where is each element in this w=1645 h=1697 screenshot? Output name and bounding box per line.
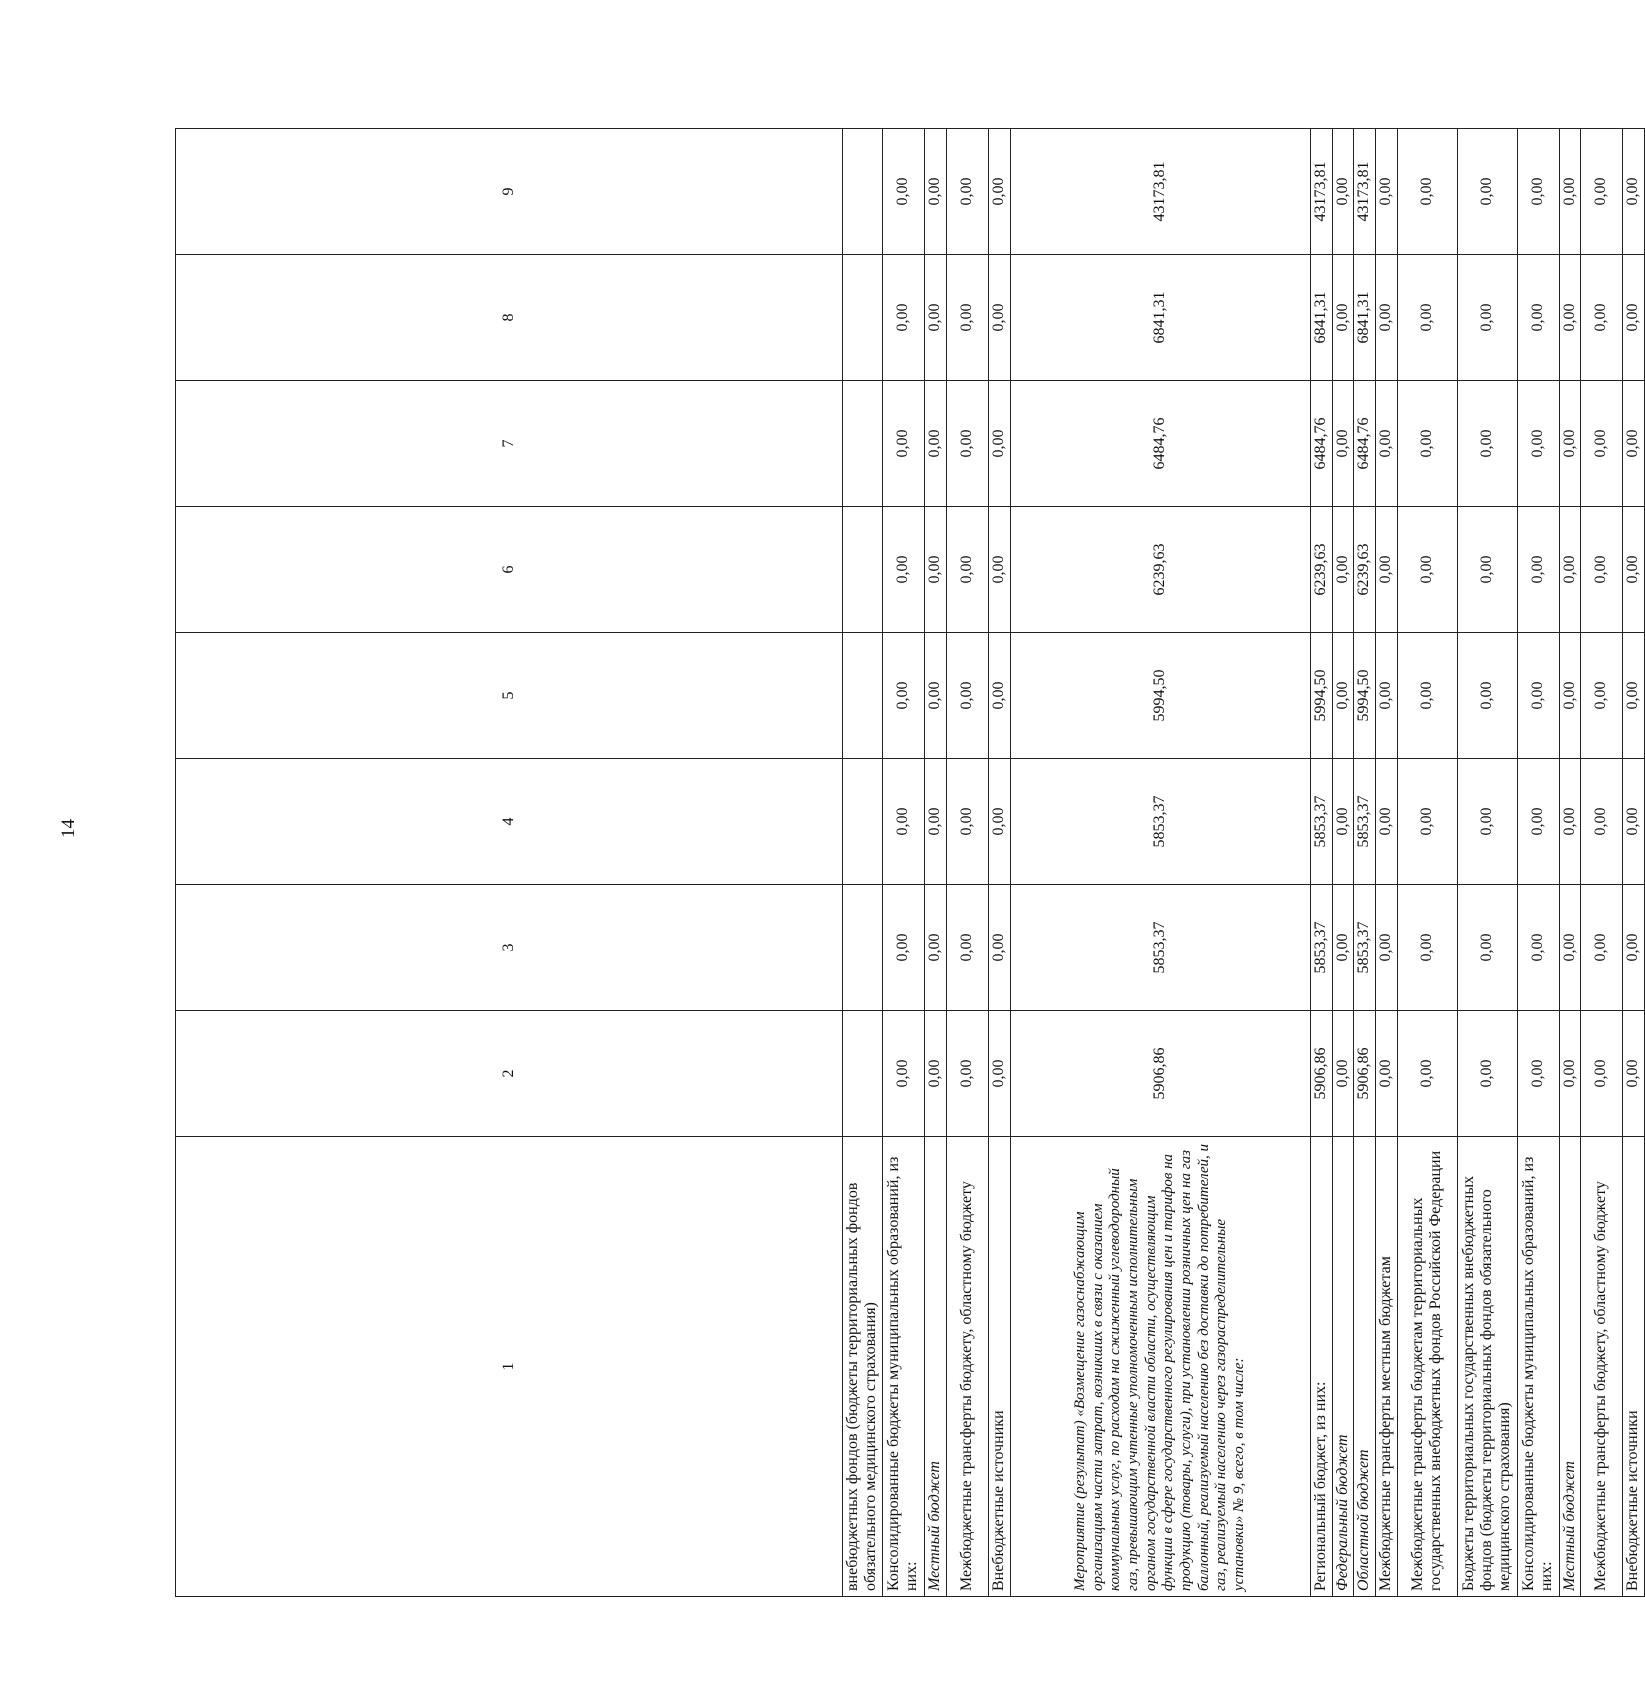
- row-value: 0,00: [988, 1011, 1010, 1137]
- table-row: [1354, 129, 1375, 1597]
- row-value: 5853,37: [1010, 885, 1310, 1011]
- row-value: 0,00: [1581, 255, 1623, 381]
- row-value: 0,00: [1623, 759, 1645, 885]
- row-value: 0,00: [1559, 1011, 1580, 1137]
- row-value: 0,00: [1332, 633, 1353, 759]
- row-value: 0,00: [1397, 1011, 1457, 1137]
- row-label: Областной бюджет: [1354, 1137, 1375, 1597]
- column-header: 1: [176, 1137, 843, 1597]
- header-row: [176, 129, 843, 1597]
- row-value: 0,00: [1375, 885, 1397, 1011]
- row-value: 0,00: [1457, 885, 1517, 1011]
- row-value: 0,00: [1375, 381, 1397, 507]
- row-value: 0,00: [1457, 633, 1517, 759]
- row-value: 0,00: [1457, 1011, 1517, 1137]
- row-value: 6841,31: [1310, 255, 1332, 381]
- row-value: 0,00: [1517, 507, 1559, 633]
- row-value: 0,00: [924, 633, 946, 759]
- row-value: 0,00: [924, 885, 946, 1011]
- row-value: 5853,37: [1354, 885, 1375, 1011]
- row-value: [842, 885, 882, 1011]
- row-value: 6239,63: [1010, 507, 1310, 633]
- row-label: Консолидированные бюджеты муниципальных образований, из них:: [882, 1137, 924, 1597]
- row-value: 0,00: [1559, 507, 1580, 633]
- row-value: 0,00: [946, 885, 988, 1011]
- row-value: 0,00: [1397, 633, 1457, 759]
- column-header: 6: [176, 507, 843, 633]
- row-value: 0,00: [1397, 507, 1457, 633]
- row-value: 5994,50: [1310, 633, 1332, 759]
- row-value: 6484,76: [1354, 381, 1375, 507]
- row-value: 5994,50: [1354, 633, 1375, 759]
- row-value: 0,00: [1332, 129, 1353, 255]
- row-value: 0,00: [1581, 381, 1623, 507]
- row-label: Внебюджетные источники: [988, 1137, 1010, 1597]
- row-value: 0,00: [1332, 507, 1353, 633]
- column-header: 3: [176, 885, 843, 1011]
- row-value: 0,00: [1517, 885, 1559, 1011]
- column-header: 8: [176, 255, 843, 381]
- table-row: [988, 129, 1010, 1597]
- row-value: 0,00: [1397, 759, 1457, 885]
- row-value: 0,00: [946, 381, 988, 507]
- row-value: 0,00: [924, 381, 946, 507]
- row-value: [842, 633, 882, 759]
- row-value: 0,00: [1375, 255, 1397, 381]
- row-value: 0,00: [1332, 885, 1353, 1011]
- row-label: Межбюджетные трансферты местным бюджетам: [1375, 1137, 1397, 1597]
- row-value: 0,00: [882, 885, 924, 1011]
- row-value: 0,00: [924, 1011, 946, 1137]
- row-value: 0,00: [1559, 633, 1580, 759]
- row-value: 0,00: [1623, 885, 1645, 1011]
- row-label: Бюджеты территориальных государственных внебюджетных фондов (бюджеты территориальных фондов обязательного медицинского страхования): [1457, 1137, 1517, 1597]
- row-value: 0,00: [882, 633, 924, 759]
- row-value: 0,00: [1332, 759, 1353, 885]
- row-value: 0,00: [1375, 1011, 1397, 1137]
- row-value: 0,00: [1332, 1011, 1353, 1137]
- row-value: 6484,76: [1310, 381, 1332, 507]
- row-value: 0,00: [946, 759, 988, 885]
- row-value: 0,00: [1623, 255, 1645, 381]
- row-value: 6841,31: [1010, 255, 1310, 381]
- row-value: 6239,63: [1310, 507, 1332, 633]
- row-value: 0,00: [988, 759, 1010, 885]
- row-value: 0,00: [1623, 633, 1645, 759]
- row-value: 0,00: [1623, 507, 1645, 633]
- table-row: [1623, 129, 1645, 1597]
- row-value: [842, 129, 882, 255]
- row-value: 0,00: [1517, 129, 1559, 255]
- row-value: 0,00: [1397, 255, 1457, 381]
- row-value: 5906,86: [1354, 1011, 1375, 1137]
- row-label: Местный бюджет: [924, 1137, 946, 1597]
- table-row: [1517, 129, 1559, 1597]
- row-value: 0,00: [882, 1011, 924, 1137]
- table-row: [924, 129, 946, 1597]
- row-value: 0,00: [1457, 381, 1517, 507]
- row-value: 0,00: [1457, 255, 1517, 381]
- row-value: 0,00: [1375, 129, 1397, 255]
- row-value: 0,00: [1559, 885, 1580, 1011]
- row-value: 0,00: [1623, 1011, 1645, 1137]
- row-label: Федеральный бюджет: [1332, 1137, 1353, 1597]
- row-value: 0,00: [1375, 759, 1397, 885]
- row-value: 0,00: [882, 255, 924, 381]
- row-value: 0,00: [1623, 381, 1645, 507]
- row-value: 5853,37: [1010, 759, 1310, 885]
- row-value: 0,00: [1581, 507, 1623, 633]
- row-value: 43173,81: [1310, 129, 1332, 255]
- row-value: 0,00: [988, 633, 1010, 759]
- row-label: Межбюджетные трансферты бюджетам территориальных государственных внебюджетных фондов Российской Федерации: [1397, 1137, 1457, 1597]
- column-header: 4: [176, 759, 843, 885]
- row-value: 6484,76: [1010, 381, 1310, 507]
- row-value: 0,00: [1581, 759, 1623, 885]
- row-value: 5994,50: [1010, 633, 1310, 759]
- row-value: 0,00: [1559, 129, 1580, 255]
- row-value: 43173,81: [1354, 129, 1375, 255]
- row-label: внебюджетных фондов (бюджеты территориальных фондов обязательного медицинского страхования): [842, 1137, 882, 1597]
- row-value: 0,00: [882, 381, 924, 507]
- table-row: [1332, 129, 1353, 1597]
- row-value: 0,00: [1581, 885, 1623, 1011]
- column-header: 7: [176, 381, 843, 507]
- table-row: [882, 129, 924, 1597]
- row-value: [842, 381, 882, 507]
- row-value: 0,00: [946, 255, 988, 381]
- row-value: 0,00: [1457, 759, 1517, 885]
- row-value: 0,00: [1581, 1011, 1623, 1137]
- row-value: 6239,63: [1354, 507, 1375, 633]
- row-value: 0,00: [1397, 129, 1457, 255]
- row-value: 0,00: [1375, 633, 1397, 759]
- row-label: Консолидированные бюджеты муниципальных образований, из них:: [1517, 1137, 1559, 1597]
- row-value: 5906,86: [1310, 1011, 1332, 1137]
- table-row: [1457, 129, 1517, 1597]
- row-value: 0,00: [1517, 1011, 1559, 1137]
- table-row: [1559, 129, 1580, 1597]
- table-row: [1375, 129, 1397, 1597]
- row-label: Мероприятие (результат) «Возмещение газоснабжающим организациям части затрат, возникших в связи с оказанием коммунальных услуг, по расходам на сжиженный углеводородный газ, превышающим учтенные уполномоченным исполнительным органом государственной власти области, осуществляющим функции в сфере государственного регулирования цен и тарифов на продукцию (товары, услуги), при установлении розничных цен на газ баллонный, реализуемый населению без доставки до потребителей, и газ, реализуемый населению через газораспределительные установки» № 9, всего, в том числе:: [1010, 1137, 1310, 1597]
- row-value: [842, 507, 882, 633]
- row-value: [842, 1011, 882, 1137]
- page-number: 14: [58, 819, 79, 838]
- row-label: Внебюджетные источники: [1623, 1137, 1645, 1597]
- row-label: Региональный бюджет, из них:: [1310, 1137, 1332, 1597]
- row-value: 0,00: [988, 255, 1010, 381]
- column-header: 9: [176, 129, 843, 255]
- row-value: 0,00: [882, 507, 924, 633]
- row-value: 0,00: [924, 759, 946, 885]
- row-value: 0,00: [924, 255, 946, 381]
- row-value: 0,00: [946, 1011, 988, 1137]
- row-value: 0,00: [988, 507, 1010, 633]
- row-value: 0,00: [1517, 633, 1559, 759]
- column-header: 5: [176, 633, 843, 759]
- row-value: 0,00: [1559, 255, 1580, 381]
- row-value: 0,00: [924, 507, 946, 633]
- row-value: 0,00: [1517, 759, 1559, 885]
- table-row: [1310, 129, 1332, 1597]
- row-value: 0,00: [946, 633, 988, 759]
- table-row: [1010, 129, 1310, 1597]
- row-value: 0,00: [1332, 381, 1353, 507]
- table-row: [842, 129, 882, 1597]
- row-value: 0,00: [946, 507, 988, 633]
- row-value: 0,00: [1397, 381, 1457, 507]
- row-value: 5853,37: [1310, 885, 1332, 1011]
- row-value: [842, 759, 882, 885]
- row-value: 0,00: [988, 381, 1010, 507]
- row-value: 0,00: [882, 759, 924, 885]
- row-value: 0,00: [946, 129, 988, 255]
- table-row: [1581, 129, 1623, 1597]
- row-value: 0,00: [1517, 255, 1559, 381]
- row-value: 0,00: [988, 129, 1010, 255]
- row-value: 0,00: [924, 129, 946, 255]
- row-value: 0,00: [1457, 129, 1517, 255]
- row-value: 0,00: [1457, 507, 1517, 633]
- row-value: 0,00: [1332, 255, 1353, 381]
- row-value: [842, 255, 882, 381]
- row-value: 0,00: [1559, 381, 1580, 507]
- row-label: Межбюджетные трансферты бюджету, областному бюджету: [1581, 1137, 1623, 1597]
- row-value: 0,00: [1623, 129, 1645, 255]
- column-header: 2: [176, 1011, 843, 1137]
- table-row: [1397, 129, 1457, 1597]
- row-label: Местный бюджет: [1559, 1137, 1580, 1597]
- row-value: 0,00: [1517, 381, 1559, 507]
- row-value: 0,00: [1559, 759, 1580, 885]
- row-value: 43173,81: [1010, 129, 1310, 255]
- row-value: 5853,37: [1354, 759, 1375, 885]
- row-value: 0,00: [1581, 633, 1623, 759]
- budget-table: [175, 128, 1645, 1597]
- row-value: 0,00: [882, 129, 924, 255]
- row-value: 6841,31: [1354, 255, 1375, 381]
- table-row: [946, 129, 988, 1597]
- row-value: 0,00: [988, 885, 1010, 1011]
- row-value: 0,00: [1375, 507, 1397, 633]
- row-value: 0,00: [1397, 885, 1457, 1011]
- rotated-table-wrapper: [175, 127, 1645, 1591]
- row-value: 0,00: [1581, 129, 1623, 255]
- row-label: Межбюджетные трансферты бюджету, областному бюджету: [946, 1137, 988, 1597]
- row-value: 5906,86: [1010, 1011, 1310, 1137]
- row-value: 5853,37: [1310, 759, 1332, 885]
